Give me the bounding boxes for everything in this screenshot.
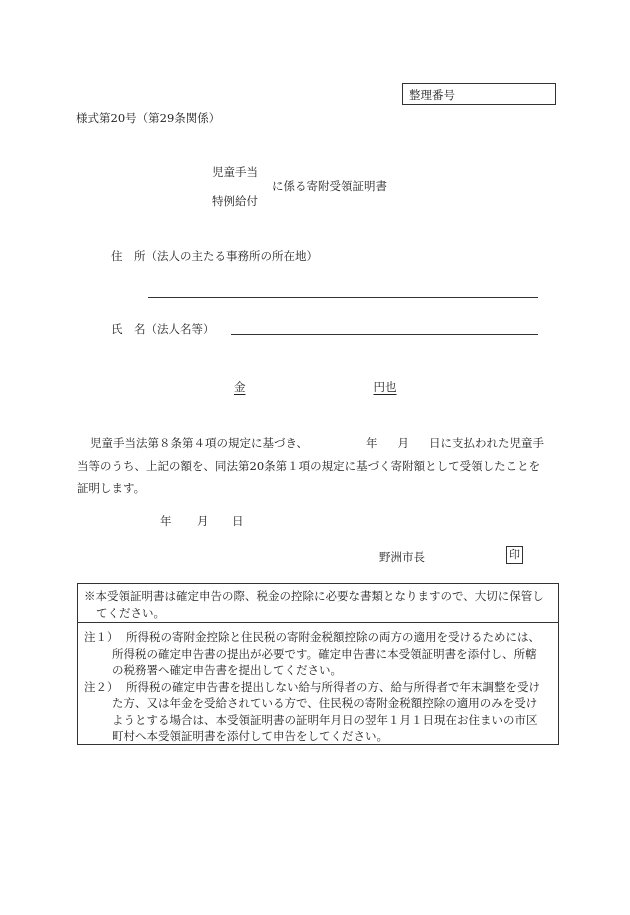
note-2-line: 所得税の確定申告書を提出しない給与所得者の方、給与所得者で年末調整を受け (126, 679, 540, 694)
statement-day: 日に支払われた児童手 (429, 436, 545, 450)
statement-paragraph (77, 432, 557, 500)
notice-top (78, 584, 558, 623)
date-month: 月 (197, 514, 209, 528)
reference-number-label: 整理番号 (409, 88, 455, 102)
notice-box (77, 583, 559, 745)
statement-part1: 児童手当法第８条第４項の規定に基づき、 (90, 436, 309, 450)
statement-line2: 当等のうち、上記の額を、同法第20条第１項の規定に基づく寄附額として受領したことを (77, 458, 541, 473)
note-2-line: ようとする場合は、本受領証明書の証明年月日の翌年１月１日現在お住まいの市区 (112, 712, 538, 727)
title-line3: 特例給付 (212, 194, 258, 208)
issuer-name: 野洲市長 (379, 550, 425, 564)
name-label: 氏 名（法人名等） (111, 322, 215, 336)
note-2-label: 注２） (84, 679, 119, 694)
name-line (231, 334, 538, 335)
note-1-line: 所得税の寄附金控除と住民税の寄附金税額控除の両方の適用を受けるためには、 (126, 630, 540, 644)
statement-line3: 証明します。 (77, 481, 146, 495)
note-1 (84, 629, 554, 679)
amount-suffix: 円也 (373, 380, 397, 394)
title-line2: に係る寄附受領証明書 (272, 179, 387, 193)
statement-year: 年 (366, 436, 378, 450)
note-2-line: 町村へ本受領証明書を添付して申告をしてください。 (112, 729, 388, 743)
title-line1: 児童手当 (212, 165, 258, 179)
amount-prefix: 金 (234, 380, 246, 394)
note-1-line: の税務署へ確定申告書を提出してください。 (112, 663, 342, 677)
note-2-line: た方、又は年金を受給されている方で、住民税の寄附金税額控除の適用のみを受け (112, 696, 538, 710)
notice-line2: てください。 (96, 606, 165, 620)
address-label: 住 所（法人の主たる事務所の所在地） (111, 249, 318, 263)
seal-mark: 印 (506, 546, 523, 564)
notes (84, 629, 554, 745)
address-line (148, 297, 538, 298)
amount-row (234, 379, 397, 395)
statement-month: 月 (397, 436, 410, 450)
date-day: 日 (232, 514, 244, 528)
note-1-line: 所得税の確定申告書の提出が必要です。確定申告書に本受領証明書を添付し、所轄 (112, 646, 537, 661)
notice-line1: ※本受領証明書は確定申告の際、税金の控除に必要な書類となりますので、大切に保管し (84, 589, 544, 603)
reference-number-box (402, 83, 556, 105)
note-1-label: 注１） (84, 630, 119, 644)
note-2 (84, 679, 554, 745)
date-year: 年 (160, 514, 172, 528)
form-number: 様式第20号（第29条関係） (76, 111, 221, 125)
